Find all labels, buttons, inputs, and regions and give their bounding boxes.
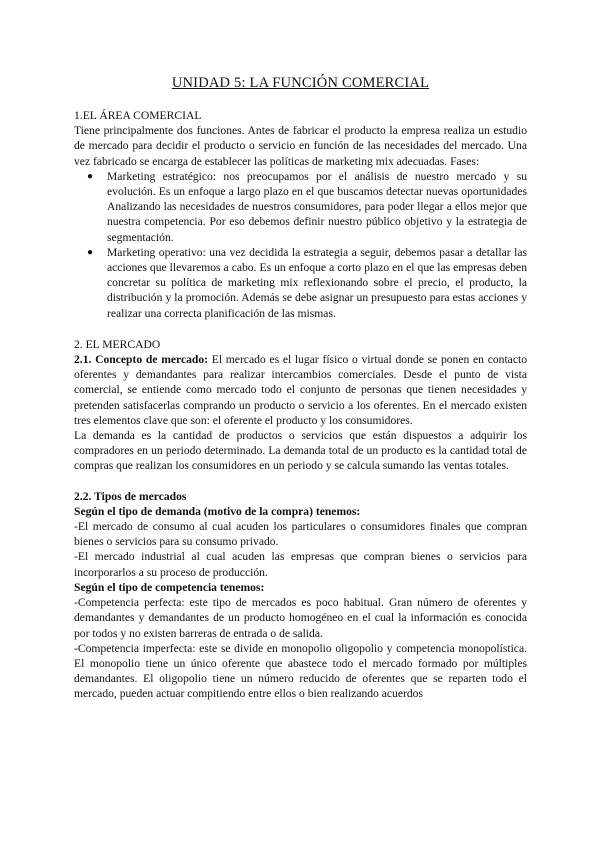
- bullet-text: Marketing operativo: una vez decidida la estrategia a seguir, debemos pasar a detallar las acciones que llevaremos a cabo. Es un enfoque a corto plazo en el que las empresas deben concretar su política de marketing mix reflexionando sobre el precio, el producto, la distribución y la promoción. Además se debe asignar un presupuesto para estas acciones y realizar una correcta planificación de las mismas.: [107, 245, 527, 320]
- subsection-2-2-heading-text: 2.2. Tipos de mercados: [74, 489, 187, 503]
- concepto-paragraph: [74, 352, 527, 428]
- bullet-icon: ●: [87, 170, 94, 182]
- demand-type-heading-text: Según el tipo de demanda (motivo de la compra) tenemos:: [74, 504, 361, 518]
- competition-type-heading: [74, 580, 527, 595]
- demanda-paragraph: La demanda es la cantidad de productos o servicios que están dispuestos a adquirir los compradores en un periodo determinado. La demanda total de un producto es la cantidad total de compras que realizan los consumidores en un periodo y se calcula sumando las ventas totales.: [74, 429, 527, 473]
- page-title: UNIDAD 5: LA FUNCIÓN COMERCIAL: [171, 75, 430, 91]
- spacer: [74, 321, 527, 337]
- competition-item: -Competencia imperfecta: este se divide en monopolio oligopolio y competencia monopolística. El monopolio tiene un único oferente que abastece todo el mercado formado por múltiples demandantes. El oligopolio tiene un número reducido de oferentes que se reparten todo el mercado, pueden actuar compitiendo entre ellos o bien realizando acuerdos: [74, 641, 527, 701]
- subsection-2-1-text: El mercado es el lugar físico o virtual donde se ponen en contacto oferentes y demandantes para realizar intercambios comerciales. Desde el punto de vista comercial, se entiende como mercado todo el conjunto de personas que tienen necesidades y pretenden satisfacerlas comprando un producto o servicio a los oferentes. En el mercado existen tres elementos clave que son: el oferente el producto y los consumidores.: [74, 353, 527, 427]
- list-item: [74, 169, 527, 245]
- demand-item: -El mercado de consumo al cual acuden los particulares o consumidores finales que compran bienes o servicios para su consumo privado.: [74, 520, 527, 549]
- competition-item: -Competencia perfecta: este tipo de mercados es poco habitual. Gran número de oferentes y demandantes y demandantes de un producto homogéneo en el cual la información es conocida por todos y no existen barreras de entrada o de salida.: [74, 596, 527, 640]
- bullet-icon: ●: [87, 246, 94, 258]
- competition-type-heading-text: Según el tipo de competencia tenemos:: [74, 580, 265, 594]
- document-body: [74, 74, 527, 702]
- section-1-intro: Tiene principalmente dos funciones. Antes de fabricar el producto la empresa realiza un estudio de mercado para decidir el producto o servicio en función de las necesidades del mercado. Una vez fabricado se encarga de establecer las políticas de marketing mix adecuadas. Fases:: [74, 124, 527, 168]
- bullet-text: Marketing estratégico: nos preocupamos por el análisis de nuestro mercado y su evolución. Es un enfoque a largo plazo en el que buscamos detectar nuevas oportunidades Analizando las necesidades de nuestros consumidores, para poder llegar a ellos mejor que nuestra competencia. Por eso debemos definir nuestro público objetivo y la estrategia de segmentación.: [107, 169, 527, 244]
- section-1-heading: 1.EL ÁREA COMERCIAL: [74, 109, 202, 122]
- spacer: [74, 474, 527, 489]
- demand-item: -El mercado industrial al cual acuden las empresas que compran bienes o servicios para incorporarlos a su proceso de producción.: [74, 550, 527, 579]
- list-item: [74, 245, 527, 321]
- subsection-2-2-heading: [74, 489, 527, 504]
- phases-list: [74, 169, 527, 321]
- subsection-2-1-label: 2.1. Concepto de mercado:: [74, 353, 208, 367]
- demand-type-heading: [74, 504, 527, 519]
- section-2-heading: 2. EL MERCADO: [74, 337, 161, 351]
